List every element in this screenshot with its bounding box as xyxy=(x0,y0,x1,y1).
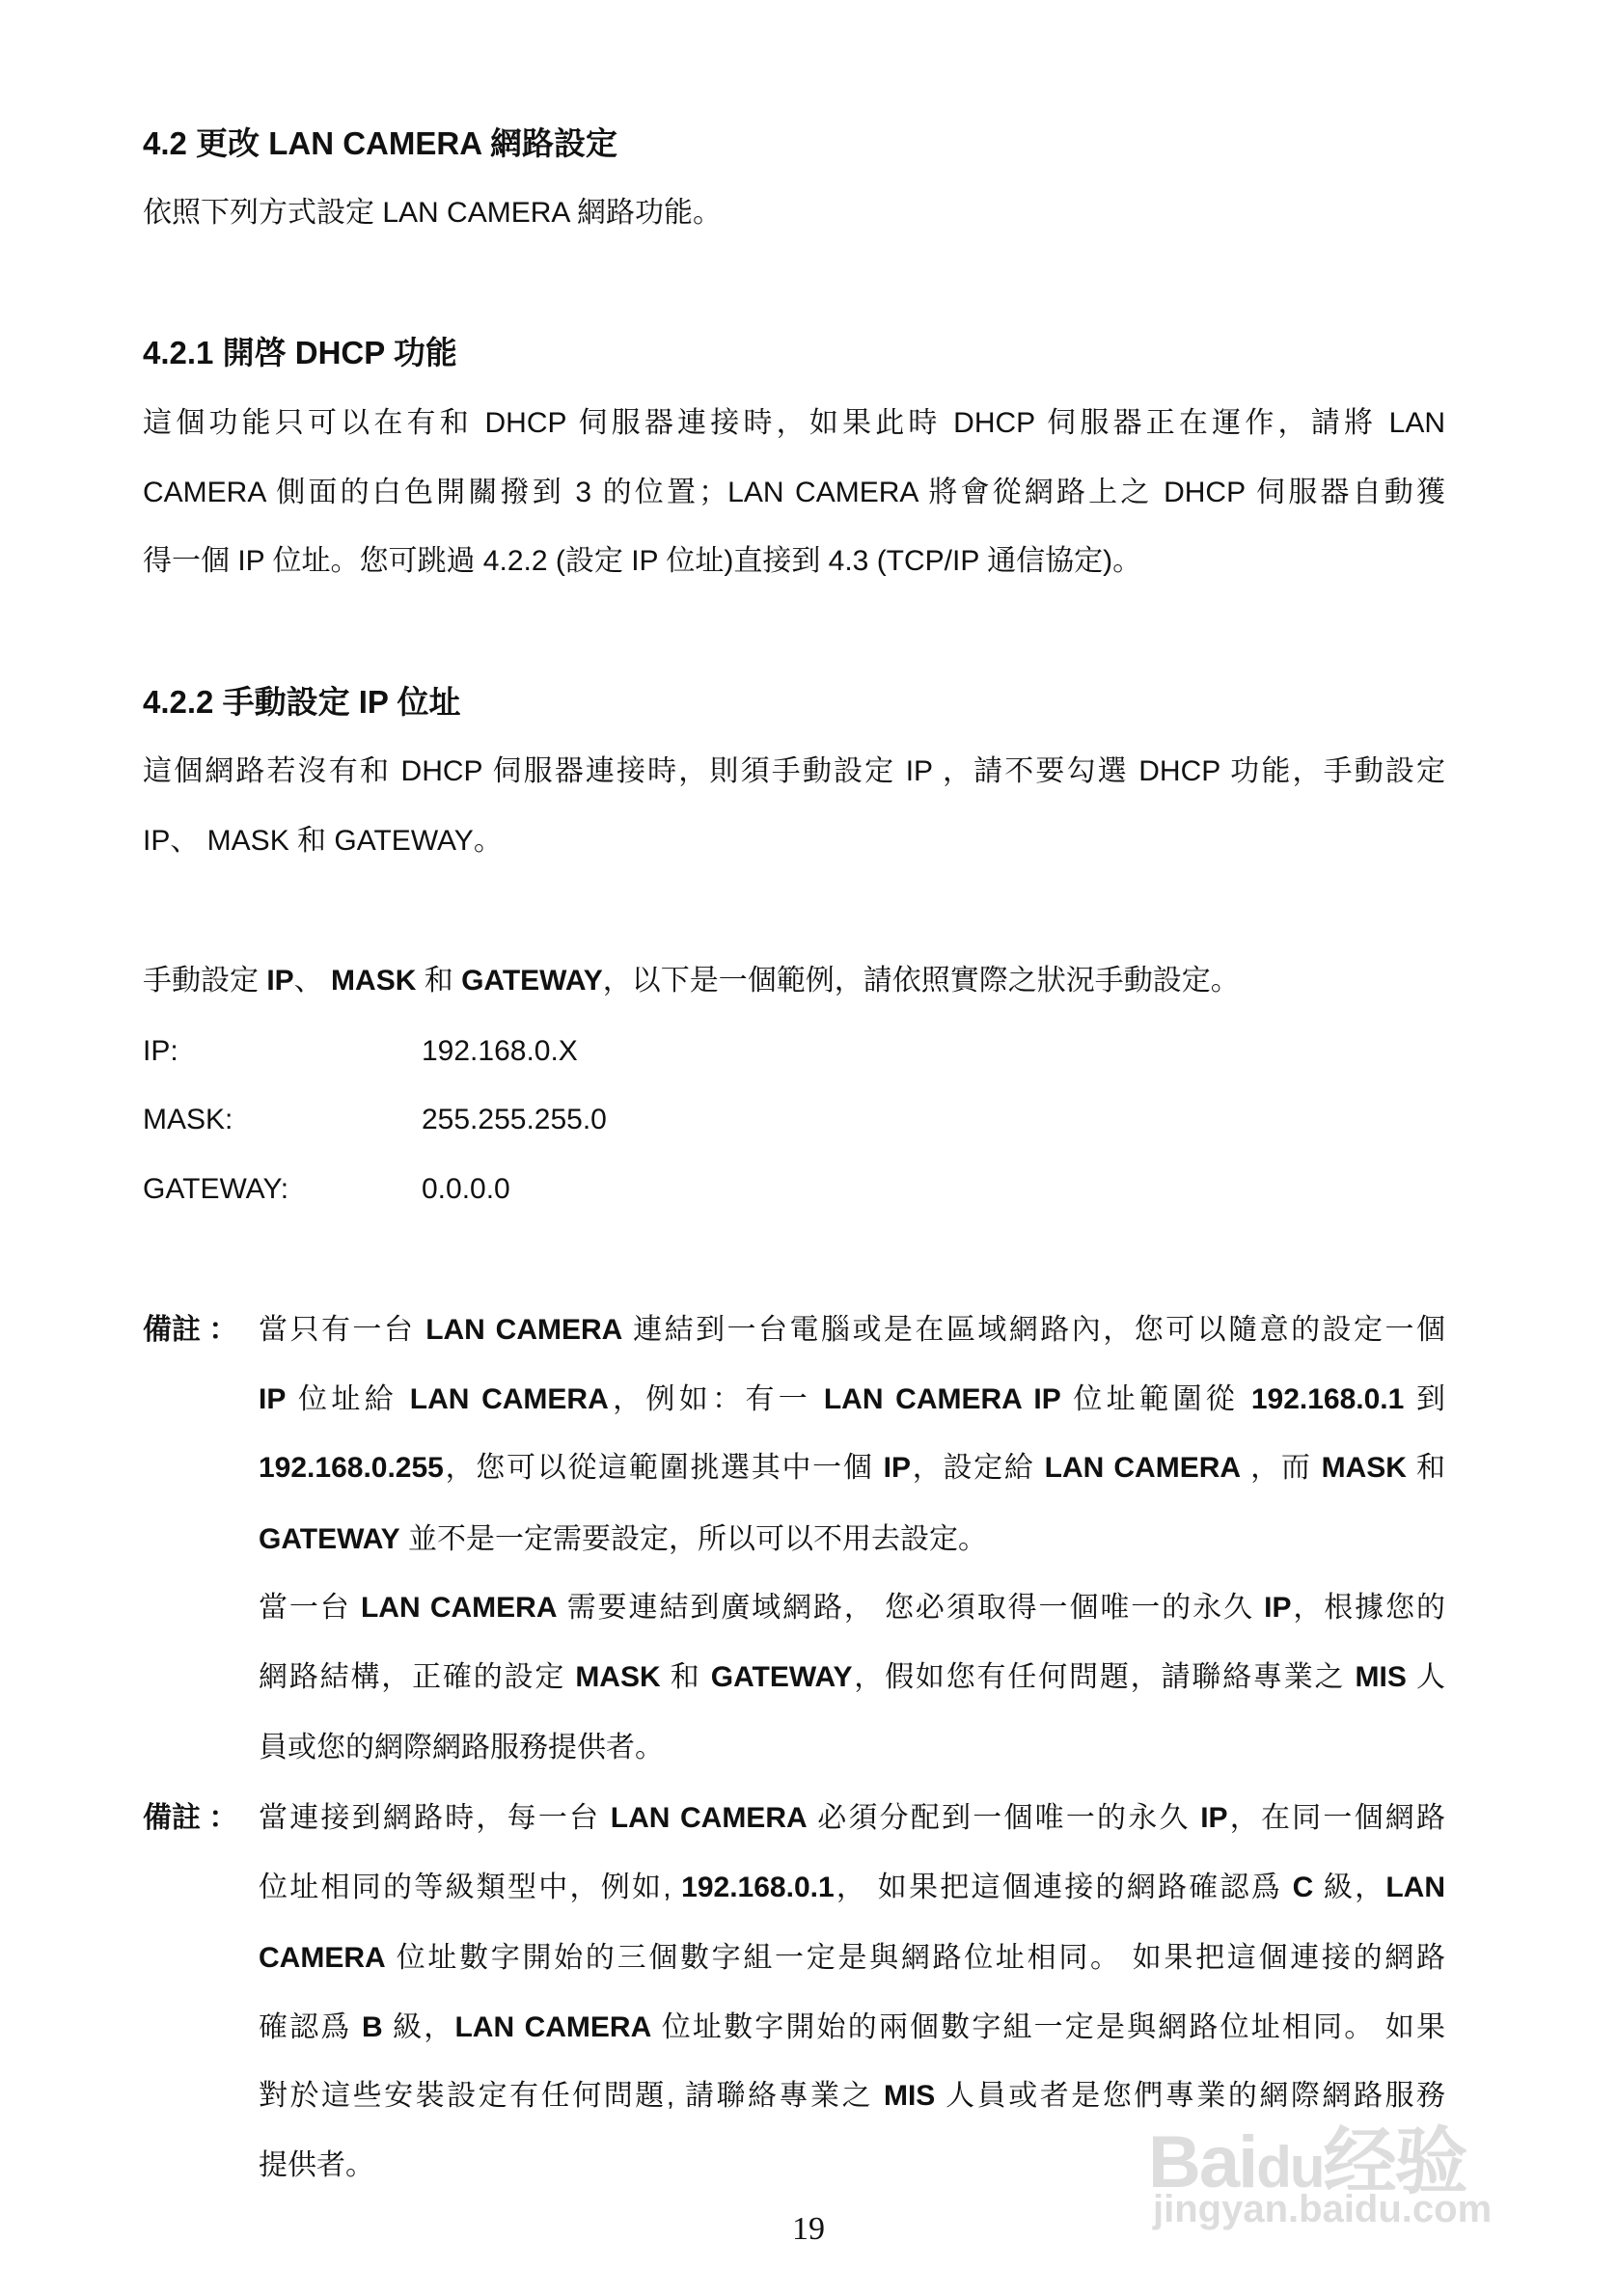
text-run: 位址數字開始的三個數字組一定是與網路位址相同。 如果把這個連接的網路 xyxy=(385,1942,1445,1974)
text-run: LAN CAMERA xyxy=(425,1314,623,1346)
text-run: 這個網路若沒有和 DHCP 伺服器連接時，則須手動設定 IP ，請不要勾選 DHCP 功能，手動設定 xyxy=(143,755,1445,787)
text-run: MASK xyxy=(331,965,417,997)
text-run: MASK xyxy=(1321,1452,1407,1484)
text-run: LAN xyxy=(1385,1872,1445,1903)
setting-value: 0.0.0.0 xyxy=(422,1173,510,1205)
text-run: ，而 xyxy=(1241,1452,1322,1484)
text-run: LAN CAMERA xyxy=(610,1802,808,1834)
text-run: MIS xyxy=(883,2080,936,2112)
text-run: 位址 xyxy=(397,684,461,720)
text-run: 備註 ： xyxy=(143,1314,238,1346)
text-run: CAMERA 側面的白色開關撥到 3 的位置；LAN CAMERA 將會從網路上之 DHCP 伺服器自動獲 xyxy=(143,477,1445,508)
setting-label: GATEWAY: xyxy=(143,1173,289,1205)
text-run: 並不是一定需要設定，所以可以不用去設定。 xyxy=(399,1523,988,1555)
paragraph-line xyxy=(143,542,1141,581)
paragraph-line xyxy=(143,822,503,861)
note-line xyxy=(259,1729,664,1767)
paragraph-line xyxy=(143,474,1445,512)
text-run: IP xyxy=(259,1383,287,1415)
text-run: 4.2.2 xyxy=(143,684,223,720)
text-run: 網路結構，正確的設定 xyxy=(259,1661,576,1693)
text-run: 更改 xyxy=(196,125,269,161)
text-run: MIS xyxy=(1355,1661,1407,1693)
setting-label: IP: xyxy=(143,1035,178,1067)
note-line xyxy=(259,1380,1445,1419)
text-run: 當只有一台 xyxy=(259,1314,426,1346)
text-run: 人 xyxy=(1406,1661,1445,1693)
text-run: GATEWAY xyxy=(461,965,603,997)
text-run: LAN CAMERA xyxy=(268,125,490,161)
text-run: 功能 xyxy=(393,335,457,370)
text-run: IP、 MASK 和 GATEWAY。 xyxy=(143,825,503,857)
text-run: 得一個 IP 位址。您可跳過 4.2.2 (設定 IP 位址)直接到 4.3 (TCP/IP 通信協定)。 xyxy=(143,545,1142,577)
text-run: IP xyxy=(883,1452,912,1484)
note-line xyxy=(259,1939,1445,1978)
text-run: C xyxy=(1292,1872,1314,1903)
paragraph-line xyxy=(143,1311,237,1350)
text-run: 位址數字開始的兩個數字組一定是與網路位址相同。 如果 xyxy=(651,2011,1445,2043)
note-line xyxy=(259,1520,987,1559)
text-run: 、 xyxy=(293,965,332,997)
text-run: 開啓 xyxy=(222,335,295,370)
text-run: ，設定給 xyxy=(911,1452,1045,1484)
note-line xyxy=(259,2009,1445,2047)
text-run: IP xyxy=(1200,1802,1228,1834)
text-run: 備註 ： xyxy=(143,1802,238,1834)
text-run: IP xyxy=(358,684,397,720)
text-run: 當連接到網路時，每一台 xyxy=(259,1802,611,1834)
text-run: LAN CAMERA xyxy=(454,2011,652,2043)
text-run: 到 xyxy=(1404,1383,1445,1415)
text-run: 手動設定 xyxy=(222,684,359,720)
text-run: ，您可以從這範圍挑選其中一個 xyxy=(443,1452,884,1484)
note-line xyxy=(259,1311,1445,1350)
text-run: 192.168.0.1 xyxy=(1250,1383,1405,1415)
paragraph-line xyxy=(143,404,1445,443)
text-run: 員或您的網際網路服務提供者。 xyxy=(259,1732,664,1763)
text-run: 和 xyxy=(1406,1452,1445,1484)
text-run: 依照下列方式設定 LAN CAMERA 網路功能。 xyxy=(143,197,723,229)
text-run: 網路設定 xyxy=(489,125,617,161)
paragraph-line xyxy=(143,1799,237,1838)
text-run: LAN CAMERA xyxy=(409,1383,609,1415)
text-run: 和 xyxy=(660,1661,711,1693)
setting-label: MASK: xyxy=(143,1104,233,1135)
text-run: 提供者。 xyxy=(259,2149,374,2181)
paragraph-line xyxy=(143,194,722,232)
text-run: IP xyxy=(1264,1592,1292,1624)
text-run: 和 xyxy=(416,965,462,997)
setting-value: 192.168.0.X xyxy=(422,1035,578,1067)
text-run: 對於這些安裝設定有任何問題, 請聯絡專業之 xyxy=(259,2080,884,2112)
text-run: 當一台 xyxy=(259,1592,361,1624)
text-run: LAN CAMERA xyxy=(1044,1452,1242,1484)
text-run: 位址範圍從 xyxy=(1060,1383,1251,1415)
text-run: 4.2.1 xyxy=(143,335,223,370)
text-run: 需要連結到廣域網路， 您必須取得一個唯一的永久 xyxy=(557,1592,1265,1624)
text-run: GATEWAY xyxy=(259,1523,400,1555)
note-line xyxy=(259,1449,1445,1488)
text-run: 這個功能只可以在有和 DHCP 伺服器連接時，如果此時 DHCP 伺服器正在運作，請將 LAN xyxy=(143,407,1445,439)
text-run: 確認爲 xyxy=(259,2011,362,2043)
page-number: 19 xyxy=(792,2211,825,2247)
section-heading xyxy=(143,334,457,372)
text-run: B xyxy=(361,2011,383,2043)
note-line xyxy=(259,1658,1445,1697)
baidu-watermark-logo: Baidu经验 xyxy=(1148,2121,1466,2203)
note-line xyxy=(259,1589,1445,1627)
text-run: IP xyxy=(266,965,294,997)
text-run: 人員或者是您們專業的網際網路服務 xyxy=(935,2080,1445,2112)
text-run: ，例如：有一 xyxy=(608,1383,824,1415)
text-run: 必須分配到一個唯一的永久 xyxy=(807,1802,1201,1834)
text-run: ，假如您有任何問題，請聯絡專業之 xyxy=(852,1661,1356,1693)
text-run: 級， xyxy=(1313,1872,1386,1903)
text-run: 手動設定 xyxy=(143,965,267,997)
text-run: ，根據您的 xyxy=(1291,1592,1445,1624)
text-run: ，在同一個網路 xyxy=(1227,1802,1445,1834)
text-run: GATEWAY xyxy=(710,1661,853,1693)
text-run: ，以下是一個範例，請依照實際之狀況手動設定。 xyxy=(602,965,1240,997)
setting-value: 255.255.255.0 xyxy=(422,1104,607,1135)
text-run: 級， xyxy=(382,2011,455,2043)
text-run: LAN CAMERA xyxy=(360,1592,558,1624)
section-heading xyxy=(143,124,617,163)
text-run: 位址給 xyxy=(286,1383,410,1415)
text-run: DHCP xyxy=(294,335,394,370)
baidu-watermark-url: jingyan.baidu.com xyxy=(1153,2188,1493,2230)
text-run: 連結到一台電腦或是在區域網路內，您可以隨意的設定一個 xyxy=(622,1314,1445,1346)
text-run: LAN CAMERA IP xyxy=(823,1383,1061,1415)
text-run: 位址相同的等級類型中，例如, xyxy=(259,1872,682,1903)
note-line xyxy=(259,2146,374,2185)
text-run: 4.2 xyxy=(143,125,197,161)
section-heading xyxy=(143,683,461,722)
text-run: CAMERA xyxy=(259,1942,386,1974)
text-run: ， 如果把這個連接的網路確認爲 xyxy=(834,1872,1293,1903)
text-run: 192.168.0.255 xyxy=(259,1452,444,1484)
text-run: 192.168.0.1 xyxy=(681,1872,835,1903)
note-line xyxy=(259,1799,1445,1838)
paragraph-line xyxy=(143,962,1240,1000)
paragraph-line xyxy=(143,752,1445,791)
note-line xyxy=(259,1869,1445,1907)
text-run: MASK xyxy=(575,1661,661,1693)
